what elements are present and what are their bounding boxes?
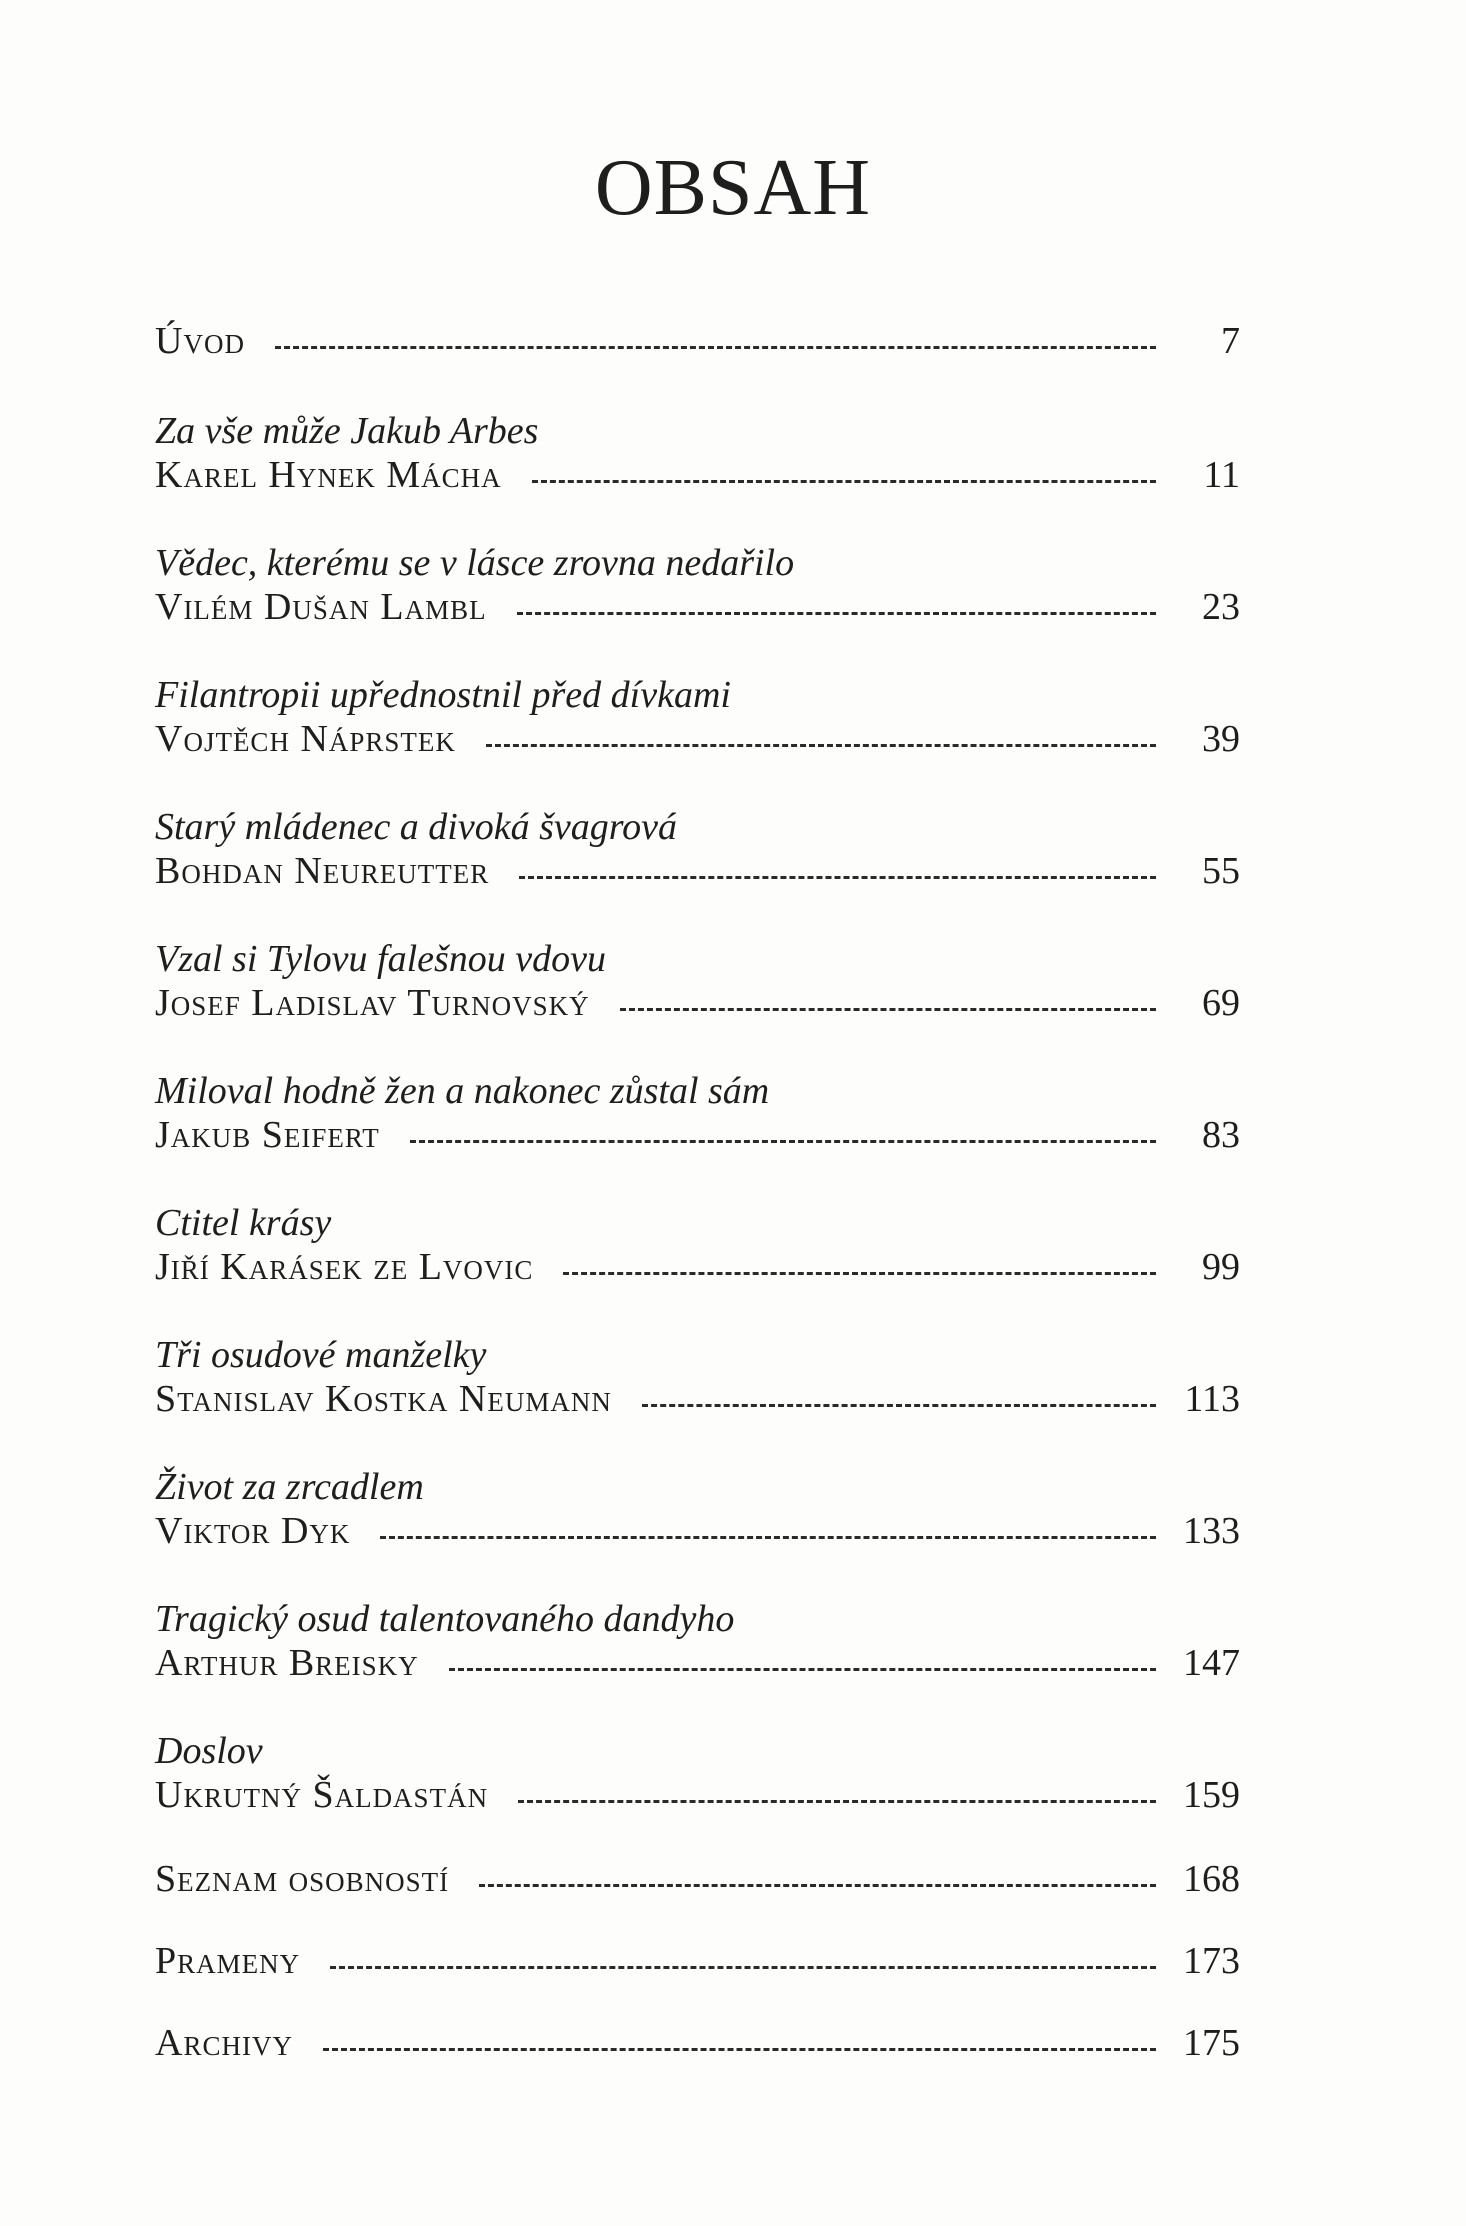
dot-leader xyxy=(532,480,1156,483)
toc-row xyxy=(155,848,1240,894)
toc-row xyxy=(155,1640,1240,1686)
toc-row xyxy=(155,1938,1240,1984)
toc-entry-subtitle: Vědec, kterému se v lásce zrovna nedařilo xyxy=(155,542,795,584)
toc-entry-subtitle: Filantropii upřednostnil před dívkami xyxy=(155,674,731,716)
toc-row xyxy=(155,1112,1240,1158)
toc-entry[interactable] xyxy=(155,318,1240,364)
toc-entry[interactable] xyxy=(155,1730,1240,1818)
toc-entry-name: Stanislav Kostka Neumann xyxy=(155,1378,612,1420)
dot-leader xyxy=(410,1140,1156,1143)
toc-entry-subtitle: Život za zrcadlem xyxy=(155,1466,424,1508)
toc-entry[interactable] xyxy=(155,806,1240,894)
toc-row xyxy=(155,2020,1240,2066)
toc-row xyxy=(155,716,1240,762)
toc-entry[interactable] xyxy=(155,1938,1240,1984)
toc-entry[interactable] xyxy=(155,1598,1240,1686)
dot-leader xyxy=(620,1008,1156,1011)
dot-leader xyxy=(449,1668,1156,1671)
toc-entry-name: Archivy xyxy=(155,2022,293,2064)
toc-entry-name: Vojtěch Náprstek xyxy=(155,718,456,760)
dot-leader xyxy=(519,876,1156,879)
toc-page-number: 175 xyxy=(1183,2022,1240,2064)
toc-row xyxy=(155,1856,1240,1902)
toc-entry-subtitle: Za vše může Jakub Arbes xyxy=(155,410,539,452)
toc-entry[interactable] xyxy=(155,2020,1240,2066)
dot-leader xyxy=(563,1272,1156,1275)
toc-row xyxy=(155,1508,1240,1554)
dot-leader xyxy=(380,1536,1156,1539)
toc-entry[interactable] xyxy=(155,542,1240,630)
dot-leader xyxy=(518,1800,1156,1803)
toc-page-number: 147 xyxy=(1183,1642,1240,1684)
toc-page-number: 11 xyxy=(1203,454,1240,496)
toc-entry-name: Viktor Dyk xyxy=(155,1510,351,1552)
toc-entry-name: Vilém Dušan Lambl xyxy=(155,586,487,628)
toc-row xyxy=(155,1772,1240,1818)
toc-entry-subtitle: Ctitel krásy xyxy=(155,1202,332,1244)
toc-page-number: 55 xyxy=(1202,850,1240,892)
toc-entry-name: Seznam osobností xyxy=(155,1858,450,1900)
toc-entry[interactable] xyxy=(155,1070,1240,1158)
toc-entry[interactable] xyxy=(155,938,1240,1026)
toc-page-number: 39 xyxy=(1202,718,1240,760)
toc-page-number: 173 xyxy=(1183,1940,1240,1982)
toc-page-number: 113 xyxy=(1184,1378,1240,1420)
page-title: OBSAH xyxy=(594,144,872,232)
toc-entry-name: Prameny xyxy=(155,1940,301,1982)
toc-entry[interactable] xyxy=(155,1466,1240,1554)
toc-row xyxy=(155,318,1240,364)
toc-entry-name: Ukrutný Šaldastán xyxy=(155,1774,489,1816)
toc-entry-name: Bohdan Neureutter xyxy=(155,850,490,892)
toc-entry-name: Jiří Karásek ze Lvovic xyxy=(155,1246,534,1288)
toc-page-number: 23 xyxy=(1202,586,1240,628)
toc-entry[interactable] xyxy=(155,1334,1240,1422)
toc-entry-name: Jakub Seifert xyxy=(155,1114,380,1156)
toc-entry-name: Karel Hynek Mácha xyxy=(155,454,502,496)
toc-entry-name: Arthur Breisky xyxy=(155,1642,419,1684)
toc-entry-subtitle: Doslov xyxy=(155,1730,263,1772)
dot-leader xyxy=(323,2048,1156,2051)
toc-row xyxy=(155,584,1240,630)
toc-row xyxy=(155,1244,1240,1290)
toc-page-number: 7 xyxy=(1221,320,1240,362)
toc-page-number: 159 xyxy=(1183,1774,1240,1816)
dot-leader xyxy=(517,612,1156,615)
toc-page-number: 168 xyxy=(1183,1858,1240,1900)
toc-entry-subtitle: Tři osudové manželky xyxy=(155,1334,487,1376)
toc-entry[interactable] xyxy=(155,1856,1240,1902)
toc-entry-name: Josef Ladislav Turnovský xyxy=(155,982,590,1024)
dot-leader xyxy=(275,346,1156,349)
dot-leader xyxy=(479,1884,1156,1887)
toc-entry-subtitle: Tragický osud talentovaného dandyho xyxy=(155,1598,735,1640)
toc-row xyxy=(155,452,1240,498)
toc-entry[interactable] xyxy=(155,1202,1240,1290)
toc-page-number: 133 xyxy=(1183,1510,1240,1552)
toc-row xyxy=(155,1376,1240,1422)
dot-leader xyxy=(330,1966,1156,1969)
toc-entry-name: Úvod xyxy=(155,320,245,362)
dot-leader xyxy=(486,744,1156,747)
toc-entry-subtitle: Starý mládenec a divoká švagrová xyxy=(155,806,677,848)
dot-leader xyxy=(642,1404,1156,1407)
toc-entry-subtitle: Vzal si Tylovu falešnou vdovu xyxy=(155,938,607,980)
toc-row xyxy=(155,980,1240,1026)
toc-page-number: 99 xyxy=(1202,1246,1240,1288)
toc-page-number: 69 xyxy=(1202,982,1240,1024)
toc-entry[interactable] xyxy=(155,674,1240,762)
toc-entry[interactable] xyxy=(155,410,1240,498)
toc-entry-subtitle: Miloval hodně žen a nakonec zůstal sám xyxy=(155,1070,770,1112)
toc-page-number: 83 xyxy=(1202,1114,1240,1156)
